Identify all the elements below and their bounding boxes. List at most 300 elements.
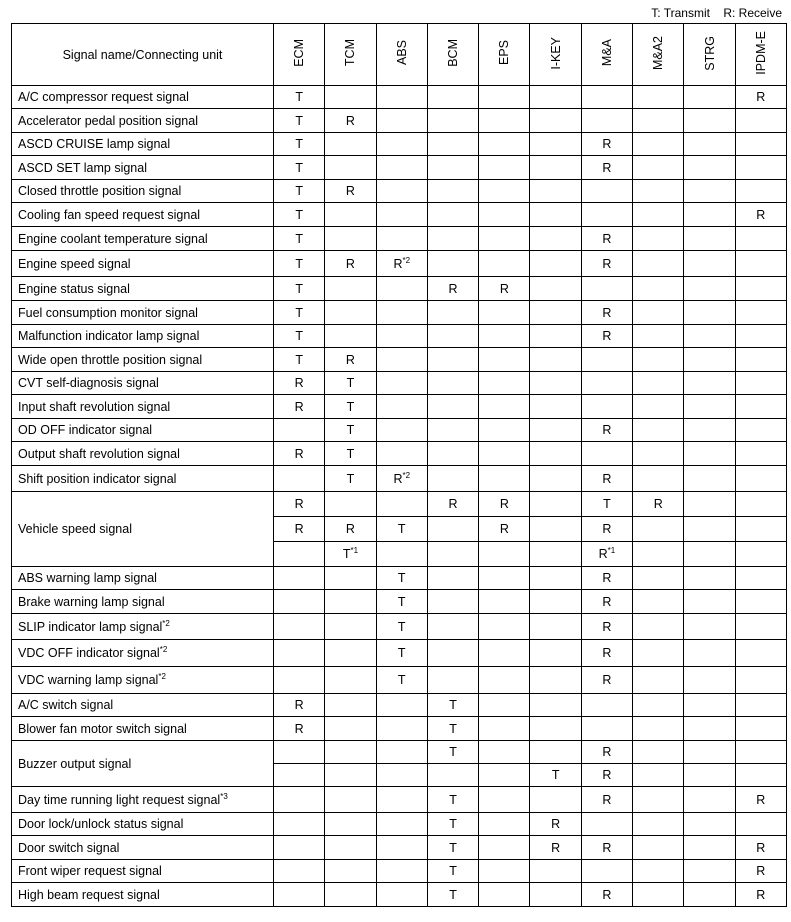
cell-m-a2 <box>633 667 684 694</box>
cell-ecm: R <box>274 717 325 741</box>
cell-m-a2 <box>633 694 684 717</box>
cell-bcm: T <box>427 741 478 764</box>
table-row <box>12 133 787 156</box>
cell-i-key <box>530 787 581 813</box>
cell-m-a: R <box>581 741 632 764</box>
cell-abs <box>376 227 427 251</box>
cell-bcm <box>427 395 478 419</box>
cell-strg <box>684 466 735 492</box>
cell-eps <box>479 813 530 836</box>
cell-bcm <box>427 442 478 466</box>
cell-m-a: R <box>581 517 632 542</box>
header-unit-i-key <box>530 24 581 86</box>
cell-abs <box>376 372 427 395</box>
cell-i-key <box>530 251 581 277</box>
signal-name: CVT self-diagnosis signal <box>12 372 274 395</box>
cell-bcm: R <box>427 492 478 517</box>
cell-bcm <box>427 325 478 348</box>
cell-m-a2 <box>633 180 684 203</box>
cell-eps <box>479 301 530 325</box>
cell-tcm: R <box>325 517 376 542</box>
cell-abs <box>376 133 427 156</box>
cell-ecm: T <box>274 301 325 325</box>
cell-eps <box>479 86 530 109</box>
signal-name: ABS warning lamp signal <box>12 567 274 590</box>
cell-ipdm-e <box>735 694 786 717</box>
cell-eps <box>479 590 530 614</box>
cell-tcm: T <box>325 395 376 419</box>
cell-abs: T <box>376 640 427 667</box>
cell-i-key <box>530 614 581 640</box>
cell-m-a: R <box>581 640 632 667</box>
cell-ecm <box>274 836 325 860</box>
signal-name: Input shaft revolution signal <box>12 395 274 419</box>
cell-eps <box>479 542 530 567</box>
cell-tcm <box>325 813 376 836</box>
cell-bcm <box>427 109 478 133</box>
cell-abs: T <box>376 590 427 614</box>
cell-m-a: R <box>581 466 632 492</box>
cell-strg <box>684 156 735 180</box>
cell-eps <box>479 860 530 883</box>
cell-eps <box>479 180 530 203</box>
cell-i-key <box>530 109 581 133</box>
cell-ecm <box>274 860 325 883</box>
cell-eps <box>479 133 530 156</box>
cell-ipdm-e <box>735 325 786 348</box>
table-row <box>12 590 787 614</box>
cell-m-a2 <box>633 590 684 614</box>
signal-name: Day time running light request signal$^{*3}$ <box>12 787 274 813</box>
cell-strg <box>684 227 735 251</box>
unit-label: BCM <box>446 39 461 67</box>
cell-strg <box>684 251 735 277</box>
header-unit-eps <box>479 24 530 86</box>
header-unit-ecm <box>274 24 325 86</box>
cell-bcm: T <box>427 813 478 836</box>
cell-m-a2 <box>633 86 684 109</box>
cell-i-key <box>530 860 581 883</box>
cell-ipdm-e <box>735 614 786 640</box>
cell-tcm <box>325 614 376 640</box>
header-row <box>12 24 787 86</box>
signal-name: Malfunction indicator lamp signal <box>12 325 274 348</box>
cell-ipdm-e <box>735 419 786 442</box>
cell-ipdm-e <box>735 109 786 133</box>
cell-strg <box>684 741 735 764</box>
table-row <box>12 717 787 741</box>
cell-eps: R <box>479 517 530 542</box>
cell-ecm <box>274 614 325 640</box>
cell-eps <box>479 614 530 640</box>
cell-ecm <box>274 466 325 492</box>
table-row <box>12 156 787 180</box>
cell-tcm <box>325 567 376 590</box>
cell-abs <box>376 860 427 883</box>
footnote-marker: *2 <box>402 470 411 480</box>
cell-i-key <box>530 395 581 419</box>
signal-name: Engine coolant temperature signal <box>12 227 274 251</box>
cell-m-a <box>581 109 632 133</box>
signal-name: VDC warning lamp signal$^{*2}$ <box>12 667 274 694</box>
table-row <box>12 348 787 372</box>
cell-tcm: R <box>325 251 376 277</box>
cell-tcm: R <box>325 180 376 203</box>
unit-label: STRG <box>702 35 717 71</box>
cell-i-key <box>530 301 581 325</box>
cell-strg <box>684 567 735 590</box>
cell-tcm <box>325 667 376 694</box>
cell-ipdm-e <box>735 251 786 277</box>
header-unit-bcm <box>427 24 478 86</box>
cell-strg <box>684 813 735 836</box>
cell-bcm: T <box>427 787 478 813</box>
cell-eps <box>479 567 530 590</box>
cell-m-a2 <box>633 883 684 907</box>
cell-eps <box>479 787 530 813</box>
signal-name: OD OFF indicator signal <box>12 419 274 442</box>
cell-bcm <box>427 542 478 567</box>
cell-abs <box>376 86 427 109</box>
cell-m-a2 <box>633 348 684 372</box>
cell-i-key: R <box>530 836 581 860</box>
cell-ipdm-e <box>735 640 786 667</box>
cell-ecm: R <box>274 395 325 419</box>
cell-abs <box>376 277 427 301</box>
cell-ecm <box>274 590 325 614</box>
cell-ecm: T <box>274 203 325 227</box>
cell-abs: T <box>376 614 427 640</box>
cell-abs <box>376 694 427 717</box>
cell-bcm <box>427 301 478 325</box>
cell-ipdm-e <box>735 156 786 180</box>
cell-ecm <box>274 813 325 836</box>
cell-strg <box>684 640 735 667</box>
cell-strg <box>684 395 735 419</box>
legend-receive: R: Receive <box>723 6 782 20</box>
cell-strg <box>684 109 735 133</box>
cell-eps <box>479 395 530 419</box>
cell-eps <box>479 466 530 492</box>
cell-tcm <box>325 325 376 348</box>
cell-eps: R <box>479 277 530 301</box>
table-row <box>12 251 787 277</box>
cell-m-a: R <box>581 883 632 907</box>
cell-tcm <box>325 836 376 860</box>
cell-i-key <box>530 492 581 517</box>
cell-eps <box>479 836 530 860</box>
cell-ecm: T <box>274 251 325 277</box>
cell-m-a: R <box>581 667 632 694</box>
cell-strg <box>684 542 735 567</box>
cell-tcm: $T^{*1}$ <box>325 542 376 567</box>
legend <box>641 6 782 20</box>
cell-tcm <box>325 86 376 109</box>
table-row <box>12 567 787 590</box>
cell-bcm <box>427 419 478 442</box>
cell-abs <box>376 348 427 372</box>
cell-abs <box>376 203 427 227</box>
cell-ecm: T <box>274 156 325 180</box>
cell-m-a <box>581 860 632 883</box>
signal-name: High beam request signal <box>12 883 274 907</box>
signal-name: A/C compressor request signal <box>12 86 274 109</box>
cell-m-a2 <box>633 517 684 542</box>
cell-i-key <box>530 180 581 203</box>
signal-name: A/C switch signal <box>12 694 274 717</box>
cell-m-a: R <box>581 590 632 614</box>
signal-name: Brake warning lamp signal <box>12 590 274 614</box>
cell-ecm: R <box>274 694 325 717</box>
cell-abs <box>376 419 427 442</box>
cell-ecm: T <box>274 86 325 109</box>
cell-i-key <box>530 419 581 442</box>
table-body <box>12 86 787 907</box>
cell-m-a2 <box>633 442 684 466</box>
cell-ipdm-e <box>735 764 786 787</box>
cell-bcm <box>427 251 478 277</box>
cell-tcm: T <box>325 466 376 492</box>
footnote-marker: *1 <box>607 546 616 555</box>
cell-strg <box>684 301 735 325</box>
footnote-marker: *3 <box>220 791 228 801</box>
cell-ecm: R <box>274 372 325 395</box>
cell-bcm: T <box>427 883 478 907</box>
footnote-marker: *2 <box>158 672 166 681</box>
unit-label: M&A <box>599 39 614 67</box>
header-unit-strg <box>684 24 735 86</box>
cell-i-key <box>530 590 581 614</box>
table-row <box>12 180 787 203</box>
cell-tcm <box>325 133 376 156</box>
cell-eps <box>479 667 530 694</box>
cell-eps <box>479 203 530 227</box>
cell-strg <box>684 442 735 466</box>
cell-tcm: R <box>325 348 376 372</box>
cell-m-a2 <box>633 860 684 883</box>
cell-ecm: T <box>274 180 325 203</box>
table-row <box>12 492 787 517</box>
cell-i-key <box>530 133 581 156</box>
cell-ipdm-e <box>735 133 786 156</box>
cell-ipdm-e <box>735 348 786 372</box>
footnote-marker: *2 <box>162 618 170 628</box>
cell-strg <box>684 492 735 517</box>
cell-ecm <box>274 787 325 813</box>
cell-ipdm-e: R <box>735 860 786 883</box>
cell-abs <box>376 156 427 180</box>
cell-ipdm-e <box>735 717 786 741</box>
table-row <box>12 419 787 442</box>
cell-m-a2 <box>633 466 684 492</box>
cell-bcm <box>427 517 478 542</box>
cell-eps <box>479 348 530 372</box>
cell-i-key <box>530 86 581 109</box>
cell-i-key <box>530 442 581 466</box>
cell-i-key <box>530 667 581 694</box>
cell-m-a: R <box>581 301 632 325</box>
cell-i-key <box>530 203 581 227</box>
cell-ipdm-e <box>735 372 786 395</box>
cell-abs <box>376 813 427 836</box>
cell-m-a2 <box>633 203 684 227</box>
cell-ecm: R <box>274 442 325 466</box>
cell-abs <box>376 301 427 325</box>
cell-tcm <box>325 301 376 325</box>
cell-abs: T <box>376 517 427 542</box>
unit-label: ABS <box>394 40 409 66</box>
signal-table <box>11 23 787 907</box>
signal-name: Fuel consumption monitor signal <box>12 301 274 325</box>
cell-tcm <box>325 227 376 251</box>
cell-strg <box>684 836 735 860</box>
signal-name: Buzzer output signal <box>12 741 274 787</box>
cell-i-key <box>530 227 581 251</box>
signal-name: Output shaft revolution signal <box>12 442 274 466</box>
cell-m-a2 <box>633 717 684 741</box>
cell-tcm <box>325 640 376 667</box>
cell-m-a: R <box>581 614 632 640</box>
cell-tcm <box>325 741 376 764</box>
cell-eps <box>479 372 530 395</box>
table-row <box>12 277 787 301</box>
cell-eps <box>479 251 530 277</box>
cell-abs <box>376 764 427 787</box>
cell-abs <box>376 836 427 860</box>
legend-transmit: T: Transmit <box>651 6 710 20</box>
cell-strg <box>684 517 735 542</box>
cell-ipdm-e <box>735 301 786 325</box>
cell-m-a: R <box>581 325 632 348</box>
cell-bcm: T <box>427 836 478 860</box>
table-row <box>12 301 787 325</box>
cell-eps <box>479 109 530 133</box>
cell-bcm <box>427 372 478 395</box>
cell-abs <box>376 325 427 348</box>
cell-bcm <box>427 203 478 227</box>
cell-bcm: T <box>427 694 478 717</box>
table-row <box>12 466 787 492</box>
cell-ecm: T <box>274 133 325 156</box>
cell-m-a <box>581 717 632 741</box>
cell-ipdm-e <box>735 567 786 590</box>
cell-ipdm-e: R <box>735 86 786 109</box>
cell-bcm <box>427 567 478 590</box>
signal-name: Cooling fan speed request signal <box>12 203 274 227</box>
cell-strg <box>684 883 735 907</box>
cell-bcm <box>427 640 478 667</box>
cell-m-a <box>581 813 632 836</box>
header-unit-abs <box>376 24 427 86</box>
cell-m-a <box>581 395 632 419</box>
cell-bcm: T <box>427 717 478 741</box>
cell-eps <box>479 883 530 907</box>
cell-i-key <box>530 567 581 590</box>
cell-i-key: T <box>530 764 581 787</box>
cell-bcm <box>427 614 478 640</box>
cell-ipdm-e <box>735 590 786 614</box>
cell-bcm <box>427 348 478 372</box>
signal-name: SLIP indicator lamp signal$^{*2}$ <box>12 614 274 640</box>
cell-m-a2 <box>633 813 684 836</box>
cell-m-a <box>581 442 632 466</box>
table-row <box>12 694 787 717</box>
cell-m-a: R <box>581 133 632 156</box>
cell-strg <box>684 787 735 813</box>
cell-tcm <box>325 492 376 517</box>
cell-tcm <box>325 883 376 907</box>
cell-ecm <box>274 667 325 694</box>
table-row <box>12 203 787 227</box>
unit-label: M&A2 <box>651 35 666 71</box>
footnote-marker: *2 <box>402 255 411 265</box>
cell-eps <box>479 227 530 251</box>
cell-bcm <box>427 667 478 694</box>
table-row <box>12 787 787 813</box>
table-row <box>12 395 787 419</box>
signal-name: Shift position indicator signal <box>12 466 274 492</box>
cell-eps <box>479 156 530 180</box>
cell-ecm <box>274 542 325 567</box>
cell-i-key <box>530 277 581 301</box>
cell-tcm <box>325 203 376 227</box>
cell-eps <box>479 694 530 717</box>
cell-strg <box>684 133 735 156</box>
signal-name: VDC OFF indicator signal$^{*2}$ <box>12 640 274 667</box>
header-signal-name: Signal name/Connecting unit <box>12 24 274 86</box>
cell-strg <box>684 86 735 109</box>
signal-name: Wide open throttle position signal <box>12 348 274 372</box>
cell-m-a: T <box>581 492 632 517</box>
cell-m-a2 <box>633 109 684 133</box>
footnote-marker: *2 <box>159 645 168 654</box>
signal-name: ASCD CRUISE lamp signal <box>12 133 274 156</box>
cell-m-a2 <box>633 227 684 251</box>
cell-eps <box>479 325 530 348</box>
cell-m-a <box>581 86 632 109</box>
cell-ecm: R <box>274 517 325 542</box>
cell-ipdm-e <box>735 466 786 492</box>
cell-m-a: R <box>581 156 632 180</box>
cell-eps <box>479 741 530 764</box>
cell-m-a2: R <box>633 492 684 517</box>
cell-m-a2 <box>633 133 684 156</box>
cell-tcm: T <box>325 419 376 442</box>
cell-abs: $R^{*2}$ <box>376 251 427 277</box>
cell-strg <box>684 614 735 640</box>
table-row <box>12 109 787 133</box>
cell-ipdm-e: R <box>735 883 786 907</box>
cell-m-a2 <box>633 640 684 667</box>
cell-strg <box>684 590 735 614</box>
cell-m-a2 <box>633 372 684 395</box>
cell-abs: $R^{*2}$ <box>376 466 427 492</box>
cell-abs <box>376 542 427 567</box>
cell-m-a2 <box>633 277 684 301</box>
cell-ecm <box>274 419 325 442</box>
cell-ecm: T <box>274 109 325 133</box>
cell-ecm: T <box>274 227 325 251</box>
cell-abs: T <box>376 667 427 694</box>
cell-bcm <box>427 86 478 109</box>
signal-name: Vehicle speed signal <box>12 492 274 567</box>
cell-m-a <box>581 372 632 395</box>
cell-abs <box>376 395 427 419</box>
footnote-marker: *1 <box>350 546 359 555</box>
table-row <box>12 227 787 251</box>
cell-abs <box>376 741 427 764</box>
cell-bcm: R <box>427 277 478 301</box>
